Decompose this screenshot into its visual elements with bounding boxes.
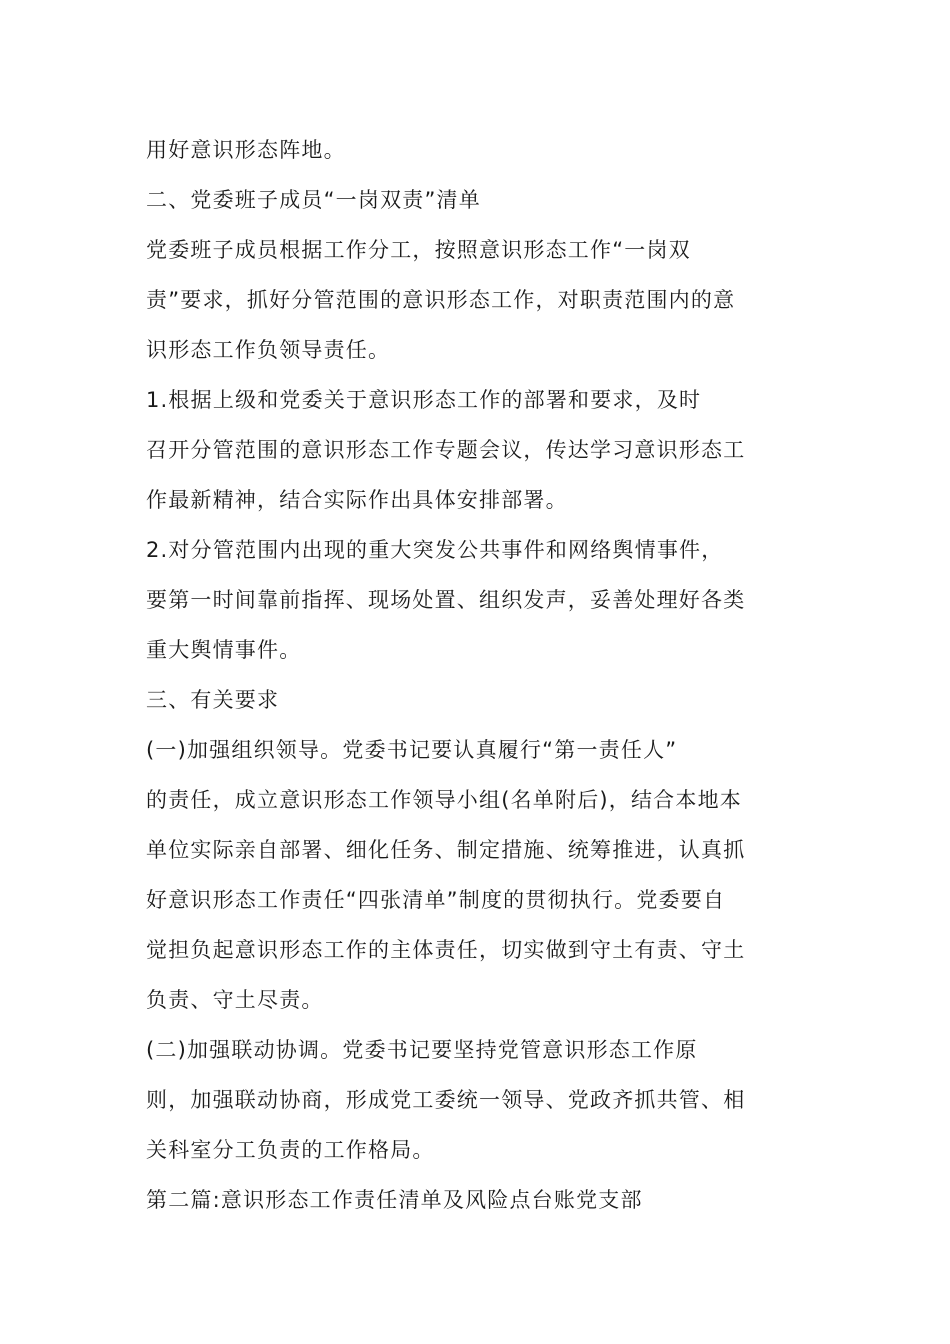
- list-item-line: 召开分管范围的意识形态工作专题会议，传达学习意识形态工: [146, 438, 746, 462]
- paragraph-line: 责”要求，抓好分管范围的意识形态工作，对职责范围内的意: [146, 288, 736, 312]
- paragraph-line: 觉担负起意识形态工作的主体责任，切实做到守土有责、守土: [146, 938, 746, 962]
- paragraph-line: 则，加强联动协商，形成党工委统一领导、党政齐抓共管、相: [146, 1088, 746, 1112]
- chapter-heading: 第二篇:意识形态工作责任清单及风险点台账党支部: [146, 1188, 643, 1212]
- list-item-line: 重大舆情事件。: [146, 638, 302, 662]
- paragraph-line: (一)加强组织领导。党委书记要认真履行“第一责任人”: [146, 738, 678, 762]
- paragraph-line: 的责任，成立意识形态工作领导小组(名单附后)，结合本地本: [146, 788, 742, 812]
- list-item-line: 2.对分管范围内出现的重大突发公共事件和网络舆情事件，: [146, 538, 724, 562]
- list-item-line: 1.根据上级和党委关于意识形态工作的部署和要求，及时: [146, 388, 702, 412]
- paragraph-line: (二)加强联动协调。党委书记要坚持党管意识形态工作原: [146, 1038, 698, 1062]
- paragraph-line: 用好意识形态阵地。: [146, 138, 346, 162]
- section-heading: 三、有关要求: [146, 688, 280, 712]
- list-item-line: 要第一时间靠前指挥、现场处置、组织发声，妥善处理好各类: [146, 588, 746, 612]
- paragraph-line: 单位实际亲自部署、细化任务、制定措施、统筹推进，认真抓: [146, 838, 746, 862]
- paragraph-line: 识形态工作负领导责任。: [146, 338, 391, 362]
- paragraph-line: 好意识形态工作责任“四张清单”制度的贯彻执行。党委要自: [146, 888, 726, 912]
- paragraph-line: 关科室分工负责的工作格局。: [146, 1138, 435, 1162]
- section-heading: 二、党委班子成员“一岗双责”清单: [146, 188, 481, 212]
- list-item-line: 作最新精神，结合实际作出具体安排部署。: [146, 488, 568, 512]
- paragraph-line: 负责、守土尽责。: [146, 988, 324, 1012]
- paragraph-line: 党委班子成员根据工作分工，按照意识形态工作“一岗双: [146, 238, 691, 262]
